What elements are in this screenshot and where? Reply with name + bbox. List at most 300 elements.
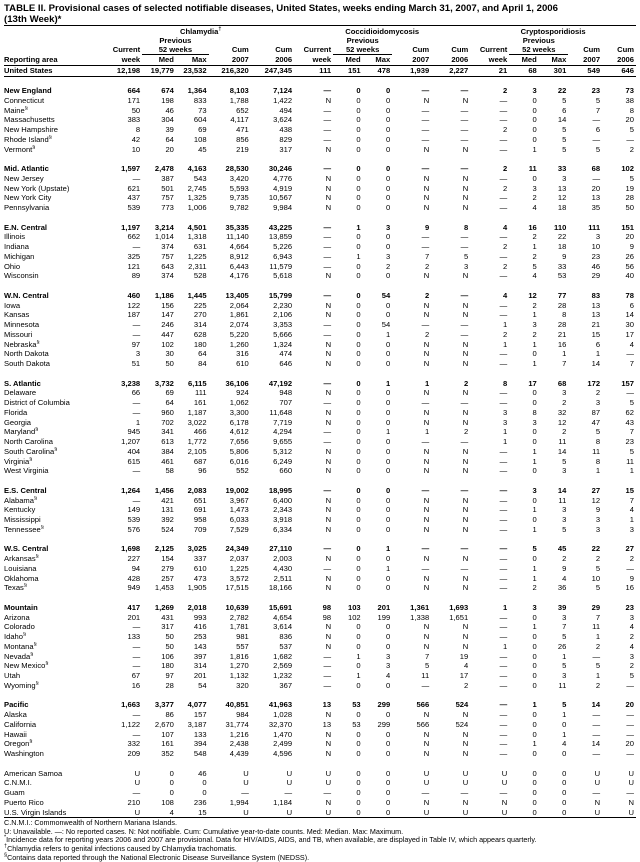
value-cell: — [499, 349, 508, 359]
value-cell: 1,270 [229, 661, 249, 671]
table-row [4, 242, 636, 252]
reporting-area-cell: New Jersey [4, 173, 44, 183]
value-cell: 0 [356, 329, 361, 339]
value-cell: — [499, 612, 508, 622]
value-cell: 12 [557, 417, 567, 427]
value-cell: 301 [553, 66, 567, 75]
value-cell: 341 [161, 427, 174, 437]
value-cell: N [325, 495, 332, 505]
value-cell: 1,318 [187, 232, 207, 242]
nedss-mark: § [33, 641, 37, 648]
value-cell: 1,207 [121, 437, 141, 446]
value-cell: — [499, 232, 508, 242]
value-cell: 0 [539, 808, 569, 818]
table-row [4, 349, 636, 359]
value-cell: 10 [591, 573, 601, 583]
value-cell: 0 [532, 710, 537, 719]
value-cell: — [499, 515, 508, 524]
value-cell: 0 [356, 388, 361, 398]
value-cell: 0 [356, 203, 361, 212]
value-cell: U [243, 778, 249, 788]
value-cell: 3 [532, 417, 537, 427]
value-cell: 1,184 [273, 797, 293, 807]
reporting-area-cell: Alaska [4, 710, 27, 719]
table-row [4, 769, 636, 779]
value-cell: — [421, 680, 430, 690]
value-cell: U [294, 808, 333, 818]
value-cell: 201 [127, 612, 141, 622]
table-row [4, 252, 636, 262]
value-cell: 108 [161, 797, 174, 807]
reporting-area-cell: Virginia§ [4, 456, 33, 466]
value-cell: 216,320 [221, 66, 249, 75]
value-cell: 20 [625, 700, 634, 710]
value-cell: N [462, 797, 469, 807]
value-cell: 702 [161, 417, 174, 427]
value-cell: 45 [557, 544, 567, 554]
value-cell: 5 [629, 173, 634, 183]
value-cell: 1,324 [273, 339, 293, 349]
value-cell: 466 [193, 427, 207, 437]
value-cell: N [325, 388, 332, 398]
value-cell: 6,115 [188, 378, 207, 388]
value-cell: — [626, 563, 634, 573]
value-cell: U [286, 768, 293, 778]
value-cell: 7 [562, 359, 567, 368]
value-cell: 1,663 [121, 700, 141, 710]
value-cell: 62 [625, 407, 634, 417]
value-cell: 1 [595, 349, 601, 359]
value-cell: N [325, 300, 332, 310]
value-cell: U [628, 768, 634, 778]
value-cell: 0 [385, 710, 391, 719]
value-cell: 1,006 [187, 203, 207, 212]
value-cell: 0 [532, 515, 537, 524]
reporting-area-cell: W.N. Central [4, 290, 49, 300]
table-row [4, 408, 636, 418]
value-cell: 0 [385, 271, 391, 281]
value-cell: 10 [131, 144, 141, 154]
value-cell: 1,338 [410, 612, 430, 622]
table-row [4, 320, 636, 330]
value-cell: 0 [385, 641, 391, 651]
value-cell: 0 [356, 749, 361, 758]
value-cell: N [325, 729, 332, 739]
value-cell: N [423, 729, 430, 739]
value-cell: 643 [161, 261, 174, 271]
value-cell: 539 [127, 515, 141, 524]
group-header-chlamydia: Chlamydia† [107, 26, 294, 37]
value-cell: 1,693 [449, 602, 469, 612]
cum-label: Cum [412, 45, 430, 55]
value-cell: 3,300 [229, 407, 249, 417]
value-cell: 428 [127, 573, 141, 583]
value-cell: 5 [629, 671, 634, 680]
value-cell: 1 [503, 437, 508, 446]
value-cell: 2 [385, 261, 391, 271]
table-row [4, 583, 636, 593]
reporting-area-cell: Missouri [4, 329, 33, 339]
reporting-area-cell: New Hampshire [4, 125, 59, 134]
value-cell: N [325, 95, 332, 105]
value-cell: 0 [356, 563, 361, 573]
value-cell: 0 [356, 641, 361, 651]
table-row [4, 574, 636, 584]
value-cell: 431 [161, 612, 174, 622]
value-cell: 2,311 [188, 261, 207, 271]
value-cell: 1,132 [229, 671, 249, 680]
value-cell: 11 [528, 164, 537, 173]
value-cell: 2 [532, 583, 537, 593]
value-cell: 3 [532, 86, 537, 95]
table-row [4, 125, 636, 135]
value-cell: 949 [127, 583, 141, 593]
value-cell: 4,430 [273, 563, 293, 573]
value-cell: 58 [165, 466, 174, 476]
value-cell: 5 [562, 632, 567, 641]
value-cell: — [499, 95, 508, 105]
value-cell: 7 [629, 359, 634, 368]
value-cell: 0 [356, 797, 361, 807]
value-cell: — [499, 310, 508, 320]
value-cell: — [323, 251, 332, 261]
value-cell: 2,125 [154, 544, 174, 554]
value-cell: N [462, 583, 469, 593]
table-row [4, 115, 636, 125]
value-cell: — [421, 232, 430, 242]
value-cell: 111 [588, 222, 601, 232]
value-cell: N [325, 583, 332, 593]
reporting-area-cell: Maryland§ [4, 427, 39, 437]
value-cell: 16 [557, 339, 567, 349]
value-cell: 0 [532, 632, 537, 641]
value-cell: 576 [127, 524, 141, 534]
value-cell: 3 [629, 612, 634, 622]
value-cell: 478 [377, 66, 391, 75]
value-cell: 1 [562, 729, 567, 739]
value-cell: 773 [161, 203, 174, 212]
value-cell: 7 [629, 427, 634, 437]
value-cell: N [325, 573, 332, 583]
value-cell: — [592, 134, 601, 144]
value-cell: N [462, 388, 469, 398]
reporting-area-cell: West Virginia [4, 466, 49, 476]
nedss-mark: § [36, 339, 40, 345]
value-cell: N [423, 388, 430, 398]
value-cell: 54 [198, 680, 207, 690]
value-cell: 2 [503, 86, 508, 95]
value-cell: 0 [385, 505, 391, 515]
table-row [4, 808, 636, 818]
value-cell: — [323, 485, 332, 495]
value-cell: N [325, 641, 332, 651]
value-cell: — [132, 329, 141, 339]
reporting-area-cell: California [4, 719, 37, 729]
value-cell: N [423, 446, 430, 456]
value-cell: N [325, 456, 332, 466]
value-cell: 3 [385, 651, 391, 661]
value-cell: 0 [169, 788, 174, 797]
value-cell: 77 [557, 290, 567, 300]
value-cell: 10,567 [268, 193, 293, 203]
value-cell: 0 [356, 417, 361, 427]
value-cell: 0 [385, 495, 391, 505]
value-cell: 3,614 [273, 622, 293, 632]
value-cell: 43,225 [268, 222, 293, 232]
value-cell: — [499, 495, 508, 505]
value-cell: U [470, 808, 509, 818]
value-cell: 22 [557, 86, 567, 95]
value-cell: 0 [532, 749, 537, 758]
table-row [4, 505, 636, 515]
value-cell: 0 [356, 183, 361, 193]
value-cell: 156 [161, 300, 174, 310]
value-cell: 11 [558, 495, 567, 505]
value-cell: 3 [562, 173, 567, 183]
value-cell: 0 [202, 778, 207, 788]
value-cell: 652 [236, 105, 249, 115]
value-cell: 0 [532, 778, 537, 788]
table-row [4, 788, 636, 798]
value-cell: 3,353 [273, 320, 293, 329]
value-cell: 4 [142, 808, 176, 818]
value-cell: 2,343 [273, 505, 293, 515]
value-cell: 1,216 [229, 729, 249, 739]
value-cell: N [423, 173, 430, 183]
value-cell: 253 [193, 632, 207, 641]
value-cell: — [132, 729, 141, 739]
value-cell: 219 [236, 144, 249, 154]
value-cell: 0 [385, 95, 391, 105]
value-cell: 13 [322, 719, 332, 729]
value-cell: — [460, 125, 469, 134]
value-cell: 0 [385, 349, 391, 359]
value-cell: 73 [198, 105, 207, 115]
value-cell: 18 [557, 203, 567, 212]
value-cell: N [628, 797, 634, 807]
value-cell: — [499, 173, 508, 183]
value-cell: 0 [356, 446, 361, 456]
value-cell: 15 [591, 329, 601, 339]
value-cell: — [132, 173, 141, 183]
value-cell: 21 [498, 66, 508, 75]
value-cell: 151 [347, 66, 361, 75]
value-cell: 367 [279, 680, 293, 690]
value-cell: 1 [385, 544, 391, 554]
value-cell: 2 [595, 554, 601, 563]
value-cell: 0 [356, 378, 361, 388]
value-cell: 20 [625, 232, 634, 242]
value-cell: 98 [322, 602, 332, 612]
value-cell: 833 [193, 95, 207, 105]
reporting-area-cell: Kansas [4, 310, 30, 320]
value-cell: N [423, 193, 430, 203]
value-cell: 2 [562, 398, 567, 407]
value-cell: 1 [503, 602, 508, 612]
value-cell: 1,445 [187, 290, 207, 300]
value-cell: — [421, 320, 430, 329]
value-cell: 3,967 [229, 495, 249, 505]
value-cell: 5 [424, 661, 430, 671]
value-cell: 54 [381, 290, 391, 300]
value-cell: N [423, 632, 430, 641]
value-cell: 12 [557, 193, 567, 203]
reporting-area-cell: Arkansas§ [4, 554, 39, 563]
value-cell: 0 [356, 524, 361, 534]
value-cell: — [421, 242, 430, 251]
value-cell: — [499, 251, 508, 261]
value-cell: 2 [562, 554, 567, 563]
value-cell: — [323, 320, 332, 329]
max-label: Max [539, 55, 569, 66]
value-cell: 0 [385, 134, 391, 144]
value-cell: 45 [198, 144, 207, 154]
value-cell: 0 [356, 554, 361, 563]
value-cell: 0 [532, 134, 537, 144]
value-cell: 1 [532, 359, 537, 368]
table-row [4, 778, 636, 788]
value-cell: — [323, 671, 332, 680]
value-cell: 3 [595, 515, 601, 524]
value-cell: 984 [236, 710, 249, 719]
value-cell: N [462, 349, 469, 359]
value-cell: 13 [322, 700, 332, 710]
value-cell: 707 [279, 398, 293, 407]
value-cell: 111 [319, 66, 332, 75]
value-cell: 111 [195, 388, 207, 398]
value-cell: 33 [557, 164, 567, 173]
value-cell: 687 [193, 456, 207, 466]
value-cell: 0 [356, 622, 361, 632]
table-row [4, 671, 636, 681]
value-cell: 0 [532, 95, 537, 105]
value-cell: 22 [591, 544, 601, 554]
value-cell: 102 [621, 164, 634, 173]
value-cell: 8 [595, 456, 601, 466]
value-cell: 2,511 [273, 573, 293, 583]
value-cell: 0 [385, 359, 391, 368]
footnote-text: Incidence data for reporting years 2006 and 2007 are provisional. Data for HIV/AIDS, AIDS, and TB, when available, are displayed in Table IV, which appears quarterly. [6, 835, 537, 845]
value-cell: 1 [503, 427, 508, 437]
value-cell: 0 [385, 797, 391, 807]
table-row-region [4, 544, 636, 554]
value-cell: 524 [161, 524, 174, 534]
value-cell: 40 [625, 271, 634, 281]
value-cell: — [421, 115, 430, 125]
value-cell: 16 [625, 583, 634, 593]
table-row [4, 554, 636, 564]
value-cell: U [423, 778, 430, 788]
value-cell: 3,572 [229, 573, 249, 583]
value-cell: 12 [591, 495, 601, 505]
reporting-area-cell: E.N. Central [4, 222, 48, 232]
value-cell: 610 [193, 563, 207, 573]
reporting-area-cell: New Mexico§ [4, 661, 49, 671]
value-cell: 4,294 [273, 427, 293, 437]
value-cell: 20 [591, 183, 601, 193]
value-cell: 0 [356, 173, 361, 183]
reporting-area-cell: Guam [4, 788, 25, 797]
value-cell: 3 [503, 417, 508, 427]
value-cell: 3 [629, 524, 634, 534]
max-label: Max [176, 55, 209, 66]
value-cell: 1 [385, 378, 391, 388]
value-cell: — [499, 524, 508, 534]
footnote-mark: * [4, 835, 7, 842]
value-cell: 9,984 [273, 203, 293, 212]
value-cell: 97 [165, 671, 174, 680]
value-cell: 1 [385, 563, 391, 573]
table-row-region [4, 66, 636, 77]
table-row [4, 730, 636, 740]
value-cell: N [423, 456, 430, 466]
value-cell: U [501, 768, 508, 778]
value-cell: 4,596 [273, 749, 293, 758]
value-cell: 392 [161, 515, 174, 524]
value-cell: 674 [161, 86, 174, 95]
value-cell: — [499, 700, 508, 710]
value-cell: 157 [193, 710, 207, 719]
value-cell: 314 [193, 320, 207, 329]
value-cell: 5,220 [229, 329, 249, 339]
value-cell: 0 [385, 554, 391, 563]
value-cell: — [626, 388, 634, 398]
value-cell: — [499, 671, 508, 680]
reporting-area-cell: District of Columbia [4, 398, 70, 407]
value-cell: 1,453 [154, 583, 174, 593]
value-cell: — [323, 115, 332, 125]
value-cell: 1 [356, 671, 361, 680]
value-cell: N [462, 505, 469, 515]
value-cell: 3 [595, 398, 601, 407]
row-spacer [4, 759, 636, 769]
value-cell: 50 [131, 105, 141, 115]
reporting-area-cell: Louisiana [4, 563, 37, 573]
value-cell: — [323, 544, 332, 554]
table-row [4, 96, 636, 106]
reporting-area-cell: Oklahoma [4, 573, 39, 583]
value-cell: U [251, 808, 294, 818]
row-spacer [4, 154, 636, 164]
value-cell: 9 [629, 242, 634, 251]
reporting-area-cell: Indiana [4, 242, 29, 251]
table-row-region [4, 86, 636, 96]
value-cell: — [460, 134, 469, 144]
row-spacer [4, 281, 636, 291]
value-cell: 615 [127, 456, 141, 466]
value-cell: 993 [193, 612, 207, 622]
table-body [4, 66, 636, 818]
value-cell: 157 [621, 378, 634, 388]
value-cell: 227 [127, 554, 141, 563]
value-cell: 4 [385, 671, 391, 680]
value-cell: 236 [193, 797, 207, 807]
value-cell: N [423, 739, 430, 749]
value-cell: 56 [625, 261, 634, 271]
value-cell: 1 [532, 563, 537, 573]
value-cell: N [423, 622, 430, 632]
value-cell: 2,478 [154, 164, 174, 173]
value-cell: 53 [352, 700, 361, 710]
value-cell: 460 [127, 290, 141, 300]
value-cell: 5,226 [273, 242, 293, 251]
value-cell: 0 [356, 95, 361, 105]
value-cell: 325 [127, 251, 141, 261]
value-cell: 0 [363, 808, 393, 818]
footnote-mark: † [4, 843, 8, 850]
value-cell: 299 [377, 700, 391, 710]
value-cell: 1 [385, 329, 391, 339]
